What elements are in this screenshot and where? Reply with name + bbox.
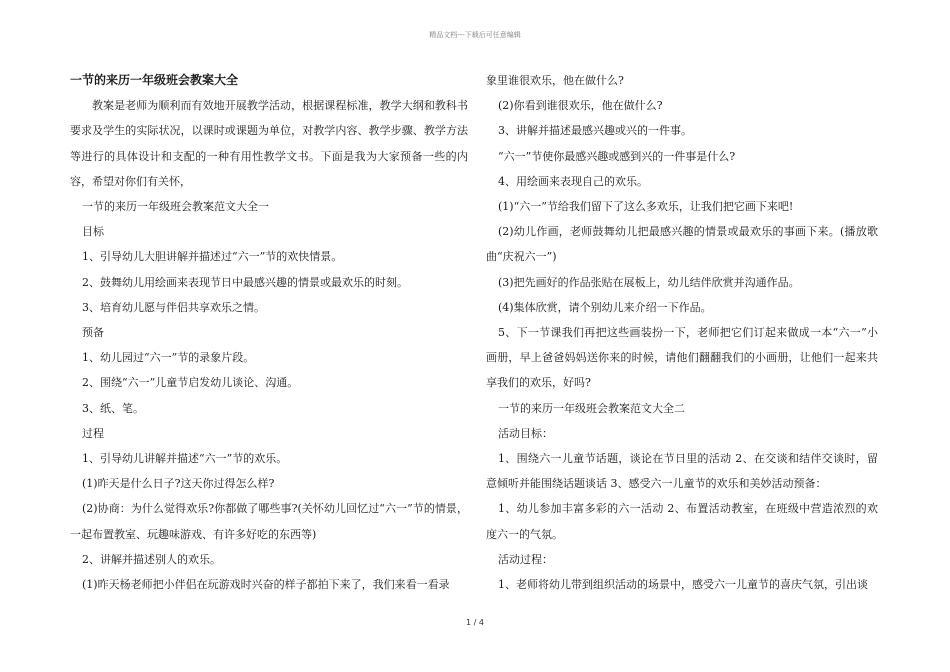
paragraph: 5、下一节课我们再把这些画装扮一下，老师把它们订起来做成一本“六一”小画册，早上爸爸妈妈送你来的时候，请他们翻翻我们的小画册，让他们一起来共享我们的欢乐，好吗? <box>486 326 878 390</box>
paragraph: 2、鼓舞幼儿用绘画来表现节日中最感兴趣的情景或最欢乐的时刻。 <box>82 275 408 289</box>
paragraph: (1)“六一”节给我们留下了这么多欢乐，让我们把它画下来吧! <box>498 200 794 214</box>
paragraph: 过程 <box>82 426 104 440</box>
paragraph: 3、纸、笔。 <box>82 401 144 415</box>
paragraph: 象里谁很欢乐，他在做什么? <box>486 74 624 87</box>
paragraph: 预备 <box>82 326 104 340</box>
paragraph: (2)幼儿作画，老师鼓舞幼儿把最感兴趣的情景或最欢乐的事画下来。(播放歌曲“庆祝六一”) <box>486 225 878 264</box>
paragraph: 2、围绕“六一”儿童节启发幼儿谈论、沟通。 <box>82 376 299 390</box>
page-header: 精品文档---下载后可任意编辑 <box>429 31 521 39</box>
paragraph: 1、引导幼儿大胆讲解并描述过“六一”节的欢快情景。 <box>82 250 343 264</box>
left-column-body <box>70 93 468 597</box>
paragraph: 活动目标： <box>498 426 553 440</box>
paragraph: 4、用绘画来表现自己的欢乐。 <box>498 174 648 188</box>
paragraph: (1)昨天是什么日子?这天你过得怎么样? <box>82 477 275 491</box>
paragraph: 3、讲解并描述最感兴趣或兴的一件事。 <box>498 124 692 138</box>
paragraph: 1、老师将幼儿带到组织活动的场景中，感受六一儿童节的喜庆气氛，引出谈 <box>498 578 868 592</box>
paragraph: 一节的来历一年级班会教案范文大全二 <box>498 401 685 415</box>
paragraph: 1、幼儿参加丰富多彩的六一活动 2、布置活动教室，在班级中营造浓烈的欢度六一的气氛。 <box>486 502 878 541</box>
right-column-body <box>486 68 878 597</box>
paragraph: 一节的来历一年级班会教案范文大全一 <box>82 200 269 214</box>
paragraph: “六一”节使你最感兴趣或感到兴的一件事是什么? <box>498 149 736 163</box>
page-number: 1 / 4 <box>466 618 484 627</box>
document-title: 一节的来历一年级班会教案大全 <box>70 73 239 87</box>
right-column <box>486 68 878 597</box>
paragraph: 2、讲解并描述别人的欢乐。 <box>82 552 221 566</box>
paragraph: 3、培育幼儿愿与伴侣共享欢乐之情。 <box>82 300 265 314</box>
paragraph: 1、引导幼儿讲解并描述“六一”节的欢乐。 <box>82 452 288 466</box>
paragraph: 目标 <box>82 225 104 239</box>
paragraph: (3)把先画好的作品张贴在展板上，幼儿结伴欣赏并沟通作品。 <box>498 275 800 289</box>
paragraph: 教案是老师为顺利而有效地开展教学活动，根据课程标准，教学大纲和教科书要求及学生的实际状况，以课时或课题为单位，对教学内容、教学步骤、教学方法等进行的具体设计和支配的一种有用性教学文书。下面是我为大家预备一些的内容，希望对你们有关怀， <box>70 99 468 188</box>
paragraph: (1)昨天杨老师把小伴侣在玩游戏时兴奋的样子都拍下来了，我们来看一看录 <box>82 578 450 592</box>
paragraph: 活动过程： <box>498 552 553 566</box>
paragraph: 1、幼儿园过“六一”节的录象片段。 <box>82 351 255 365</box>
paragraph: (2)协商：为什么觉得欢乐?你都做了哪些事?(关怀幼儿回忆过“六一”节的情景，一起布置教室、玩趣味游戏、有许多好吃的东西等) <box>70 502 468 541</box>
paragraph: (2)你看到谁很欢乐，他在做什么? <box>498 99 663 113</box>
paragraph: 1、围绕六一儿童节话题，谈论在节日里的活动 2、在交谈和结伴交谈时，留意倾听并能围绕话题谈话 3、感受六一儿童节的欢乐和美妙活动预备： <box>486 452 878 491</box>
left-column <box>70 68 468 597</box>
paragraph: (4)集体欣赏，请个别幼儿来介绍一下作品。 <box>498 300 712 314</box>
